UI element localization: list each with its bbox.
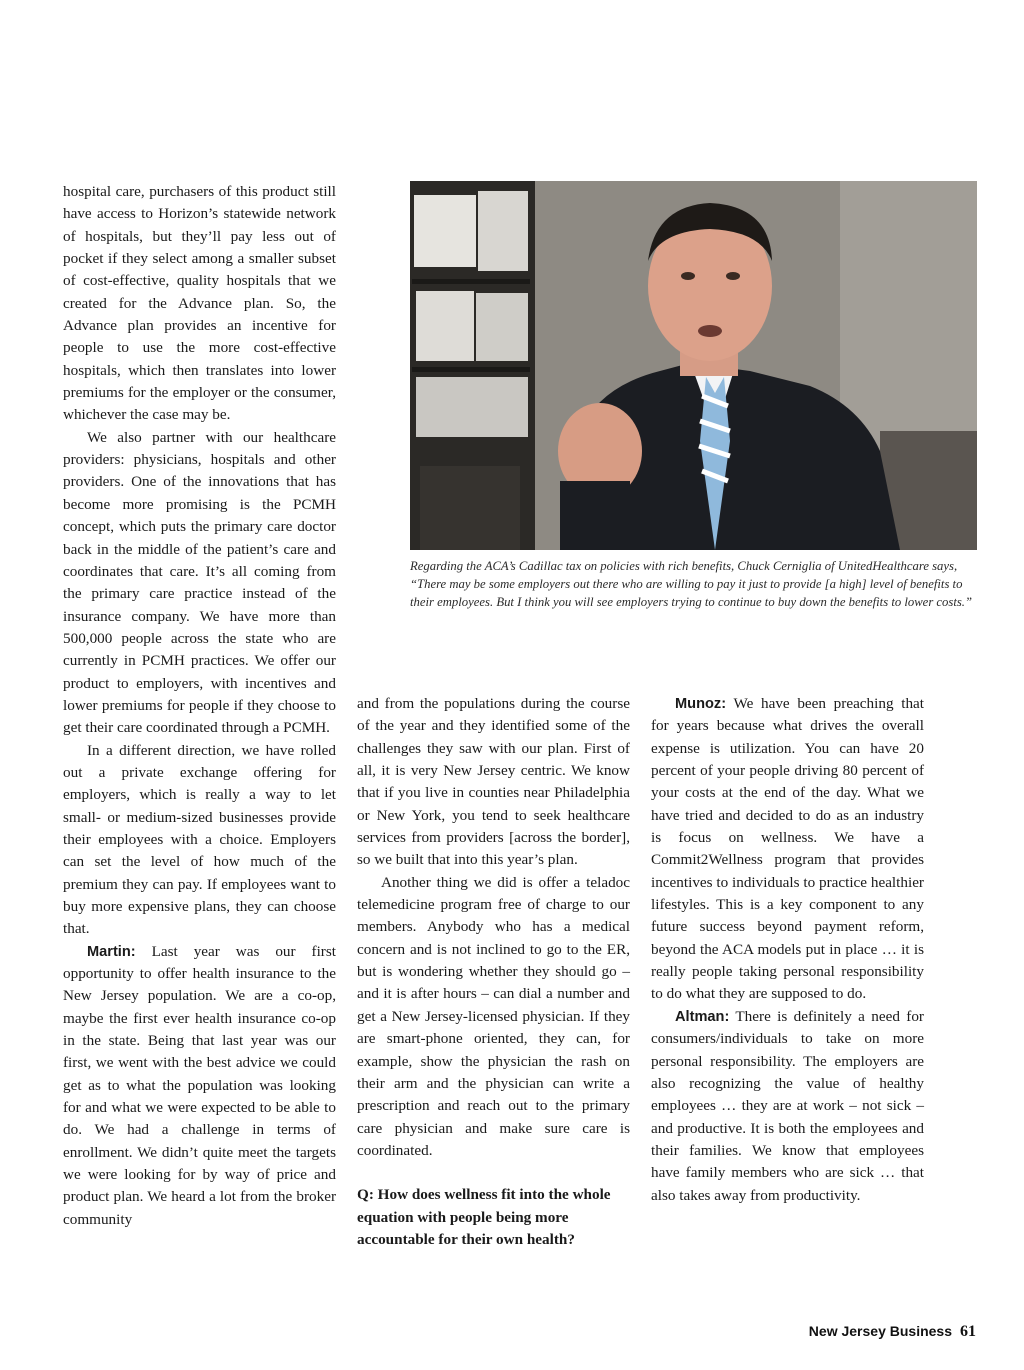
photo-caption: Regarding the ACA’s Cadillac tax on policies with rich benefits, Chuck Cerniglia of UnitedHealthcare says, “There may be some employers out there who are willing to pay it just to provide [a high] level of benefits to their employees. But I think you will see employers trying to continue to buy down the benefits to lower costs.” [410, 559, 973, 609]
article-column-2 [357, 693, 630, 1251]
article-column-1 [63, 181, 336, 1231]
paragraph: In a different direction, we have rolled out a private exchange offering for employers, which is really a way to let small- or medium-sized businesses provide their employees with a choice. Employers can set the level of how much of the premium they can pay. If employees want to buy more expensive plans, they can choose that. [63, 741, 336, 938]
speaker-name: Martin: [87, 943, 136, 960]
paragraph: Another thing we did is offer a teladoc telemedicine program free of charge to our members. Anybody who has a medical concern and is not inclined to go to the ER, but is wondering whether they should go – and it is after hours – can dial a number and get a New Jersey-licensed physician. If they are smart-phone oriented, they can, for example, show the physician the rash on their arm and the physician can write a prescription and reach out to the primary care physician and make sure care is coordinated. [357, 873, 630, 1159]
paragraph: hospital care, purchasers of this product still have access to Horizon’s statewide network of hospitals, but they’ll pay less out of pocket if they select among a smaller subset of cost-effective, quality hospitals that we created for the Advance plan. So, the Advance plan provides an incentive for people to use the more cost-effective hospitals, which then translates into lower premiums for the employer or the consumer, whichever the case may be. [63, 183, 336, 424]
page-number: 61 [960, 1323, 976, 1340]
publication-name: New Jersey Business [808, 1323, 952, 1339]
speaker-name: Munoz: [675, 696, 727, 712]
speaker-name: Altman: [675, 1008, 730, 1025]
paragraph-text: There is definitely a need for consumers/individuals to take on more personal responsibility. The employers are also recognizing the value of healthy employees … they are at work – not sick – and productive. It is both the employees and their families. We know that employees have family members who are sick … that also takes away from productivity. [651, 1007, 924, 1204]
paragraph: We also partner with our healthcare providers: physicians, hospitals and other providers. One of the innovations that has become more promising is the PCMH concept, which puts the primary care doctor back in the middle of the patient’s care and coordinates that care. It’s all coming from the primary care practice instead of the insurance company. We have more than 500,000 people across the state who are currently in PCMH practices. We offer our product to employers, with incentives and lower premiums for people if they choose to get their care coordinated through a PCMH. [63, 428, 336, 737]
paragraph [651, 693, 924, 1006]
article-photo [410, 181, 977, 550]
paragraph [63, 941, 336, 1231]
article-column-3 [651, 693, 924, 1207]
paragraph [651, 1006, 924, 1207]
paragraph: and from the populations during the course of the year and they identified some of the challenges they saw with our plan. First of all, it is very New Jersey centric. We know that if you live in counties near Philadelphia or New York, you tend to seek healthcare services from providers [across the border], so we built that into this year’s plan. [357, 695, 630, 869]
page-footer [809, 1323, 976, 1341]
interview-question: Q: How does wellness fit into the whole equation with people being more accountable for their own health? [357, 1186, 611, 1248]
paragraph-text: Last year was our first opportunity to offer health insurance to the New Jersey population. We are a co-op, maybe the first ever health insurance co-op in the state. Being that last year was our first, we went with the best advice we could get as to what the population was looking for and what we were expected to be able to do. We had a challenge in terms of enrollment. We didn’t quite meet the targets we were looking for by way of price and product plan. We heard a lot from the broker community [63, 942, 336, 1228]
paragraph-text: We have been preaching that for years because what drives the overall expense is utilization. You can have 20 percent of your people driving 80 percent of your costs at the end of the day. What we have tried and decided to do as an industry is focus on wellness. We have a Commit2Wellness program that provides incentives to individuals to practice healthier lifestyles. This is a key component to any future success beyond payment reform, beyond the ACA models put in place … it is really people taking personal responsibility to do what they are supposed to do. [651, 695, 924, 1003]
portrait-photo [410, 181, 977, 550]
